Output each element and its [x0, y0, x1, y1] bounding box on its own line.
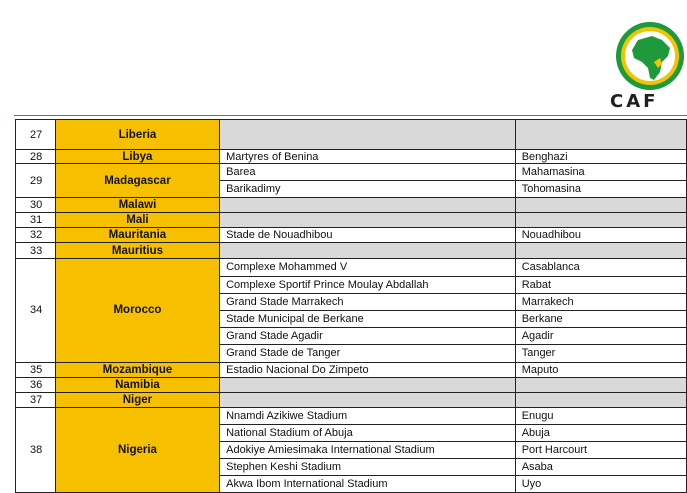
city-name: Uyo [521, 478, 542, 491]
row-number: 38 [16, 407, 56, 493]
city-name: Enugu [516, 408, 686, 425]
table-row [16, 213, 687, 228]
stadium-table-body [16, 120, 687, 493]
country-cell: Namibia [55, 377, 219, 392]
city-cell [515, 120, 686, 150]
stadium-cell [220, 259, 516, 362]
stadium-cell: Stade de Nouadhibou [220, 228, 516, 243]
stadium-cell: Estadio Nacional Do Zimpeto [220, 362, 516, 377]
city-name: Rabat [516, 277, 686, 294]
table-row [16, 377, 687, 392]
stadium-name: National Stadium of Abuja [220, 425, 515, 442]
stadium-name: Stephen Keshi Stadium [220, 459, 515, 476]
header-divider [14, 115, 687, 116]
stadium-name: Adokiye Amiesimaka International Stadium [220, 442, 515, 459]
country-cell: Mali [55, 213, 219, 228]
city-name: Marrakech [516, 294, 686, 311]
table-row [16, 362, 687, 377]
stadium-name: Grand Stade de Tanger [226, 347, 341, 360]
stadium-cell [220, 120, 516, 150]
row-number: 28 [16, 150, 56, 164]
country-cell: Libya [55, 150, 219, 164]
country-cell: Mauritius [55, 243, 219, 259]
row-number: 34 [16, 259, 56, 362]
stadium-name: Barikadimy [226, 183, 281, 196]
stadium-cell: Martyres of Benina [220, 150, 516, 164]
city-cell [515, 407, 686, 493]
city-name: Abuja [516, 425, 686, 442]
stadium-table [15, 119, 687, 493]
stadium-name: Complexe Sportif Prince Moulay Abdallah [220, 277, 515, 294]
city-cell [515, 392, 686, 407]
city-cell [515, 198, 686, 213]
stadium-name: Grand Stade Agadir [220, 328, 515, 345]
city-name: Berkane [516, 311, 686, 328]
row-number: 29 [16, 164, 56, 198]
city-cell: Maputo [515, 362, 686, 377]
city-name: Mahamasina [516, 164, 686, 181]
table-row [16, 392, 687, 407]
stadium-name: Stade Municipal de Berkane [220, 311, 515, 328]
stadium-cell [220, 243, 516, 259]
stadium-name: Grand Stade Marrakech [220, 294, 515, 311]
stadium-name: Nnamdi Azikiwe Stadium [220, 408, 515, 425]
city-cell [515, 164, 686, 198]
country-cell: Morocco [55, 259, 219, 362]
stadium-name: Barea [220, 164, 515, 181]
stadium-cell [220, 407, 516, 493]
city-name: Agadir [516, 328, 686, 345]
stadium-cell [220, 377, 516, 392]
row-number: 37 [16, 392, 56, 407]
city-cell [515, 213, 686, 228]
country-cell: Nigeria [55, 407, 219, 493]
city-cell: Benghazi [515, 150, 686, 164]
table-row [16, 164, 687, 198]
country-cell: Madagascar [55, 164, 219, 198]
city-name: Casablanca [516, 259, 686, 276]
city-cell [515, 243, 686, 259]
country-cell: Malawi [55, 198, 219, 213]
stadium-table-container [15, 119, 687, 493]
city-name: Port Harcourt [516, 442, 686, 459]
city-cell [515, 259, 686, 362]
table-row [16, 259, 687, 362]
row-number: 35 [16, 362, 56, 377]
row-number: 30 [16, 198, 56, 213]
city-name: Asaba [516, 459, 686, 476]
city-name: Tanger [521, 347, 556, 360]
row-number: 32 [16, 228, 56, 243]
stadium-name: Akwa Ibom International Stadium [226, 478, 388, 491]
table-row [16, 120, 687, 150]
row-number: 33 [16, 243, 56, 259]
country-cell: Mozambique [55, 362, 219, 377]
logo-text: CAF [610, 91, 659, 112]
country-cell: Mauritania [55, 228, 219, 243]
table-row [16, 150, 687, 164]
row-number: 27 [16, 120, 56, 150]
stadium-cell [220, 164, 516, 198]
table-row [16, 228, 687, 243]
city-name: Tohomasina [521, 183, 582, 196]
city-cell: Nouadhibou [515, 228, 686, 243]
stadium-name: Complexe Mohammed V [220, 259, 515, 276]
table-row [16, 407, 687, 493]
table-row [16, 243, 687, 259]
country-cell: Liberia [55, 120, 219, 150]
stadium-cell [220, 392, 516, 407]
city-cell [515, 377, 686, 392]
stadium-cell [220, 213, 516, 228]
row-number: 36 [16, 377, 56, 392]
row-number: 31 [16, 213, 56, 228]
table-row [16, 198, 687, 213]
stadium-cell [220, 198, 516, 213]
country-cell: Niger [55, 392, 219, 407]
